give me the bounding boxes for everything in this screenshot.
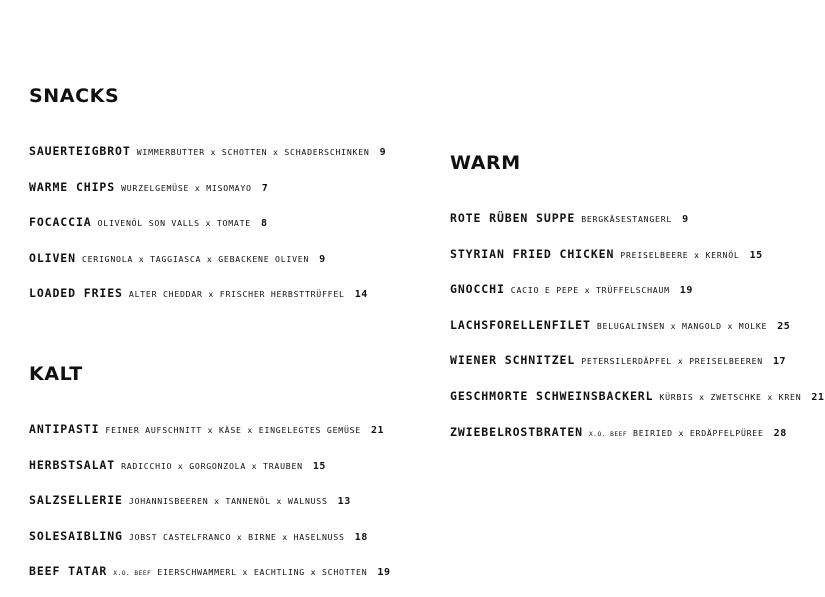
menu-item bbox=[450, 244, 810, 262]
menu-item-price: 25 bbox=[777, 320, 791, 332]
menu-column-left bbox=[29, 85, 429, 597]
menu-item-description: PREISELBEERE x KERNÖL bbox=[620, 249, 740, 260]
menu-item-price: 13 bbox=[337, 496, 351, 508]
menu-item bbox=[450, 208, 810, 226]
menu-item-name: STYRIAN FRIED CHICKEN bbox=[450, 246, 615, 261]
menu-item-price: 9 bbox=[319, 253, 326, 265]
menu-item bbox=[450, 422, 810, 440]
menu-item-price: 8 bbox=[260, 218, 268, 230]
menu-item bbox=[450, 279, 810, 297]
menu-item bbox=[450, 350, 810, 368]
menu-section bbox=[29, 85, 429, 301]
menu-item-name: ANTIPASTI bbox=[29, 421, 100, 436]
menu-item bbox=[29, 141, 429, 159]
menu-item-description: BERGKÄSESTANGERL bbox=[581, 214, 673, 224]
menu-item-description: JOBST CASTELFRANCO x BIRNE x HASELNUSS bbox=[128, 531, 345, 542]
menu-item-price: 19 bbox=[377, 567, 391, 579]
menu-item bbox=[29, 283, 429, 301]
menu-item-price: 14 bbox=[354, 289, 368, 301]
section-title: KALT bbox=[29, 362, 83, 385]
menu-item-description: KÜRBIS x ZWETSCHKE x KREN bbox=[659, 391, 802, 402]
menu-item-price: 21 bbox=[811, 391, 825, 403]
menu-item-price: 28 bbox=[773, 427, 787, 439]
menu-item bbox=[29, 248, 429, 266]
menu-item-description: EIERSCHWAMMERL x EACHTLING x SCHOTTEN bbox=[157, 567, 368, 578]
menu-item-name: GESCHMORTE SCHWEINSBACKERL bbox=[450, 388, 654, 403]
menu-item-price: 9 bbox=[682, 214, 689, 225]
menu-item-description: RADICCHIO x GORGONZOLA x TRAUBEN bbox=[121, 460, 303, 471]
menu-item-name: LOADED FRIES bbox=[29, 286, 123, 301]
menu-item-desc-small: X.O. BEEF bbox=[113, 570, 152, 578]
menu-item-price: 7 bbox=[261, 182, 269, 194]
menu-item bbox=[29, 561, 429, 579]
menu-item-name: LACHSFORELLENFILET bbox=[450, 317, 591, 332]
section-title: SNACKS bbox=[29, 85, 120, 107]
menu-item-description: FEINER AUFSCHNITT x KÄSE x EINGELEGTES GEMÜSE bbox=[105, 424, 361, 435]
menu-item-name: WARME CHIPS bbox=[29, 179, 116, 194]
menu-item-description: WIMMERBUTTER x SCHOTTEN x SCHADERSCHINKEN bbox=[136, 147, 370, 157]
menu-item-price: 9 bbox=[379, 147, 387, 158]
menu-item-name: FOCACCIA bbox=[29, 215, 92, 230]
menu-item bbox=[29, 455, 429, 473]
menu-item-name: ROTE RÜBEN SUPPE bbox=[450, 211, 576, 225]
menu-item-description: BEIRIED x ERDÄPFELPÜREE bbox=[633, 427, 764, 438]
menu-item-description: PETERSILERDÄPFEL x PREISELBEEREN bbox=[581, 356, 763, 367]
menu-item-description: CERIGNOLA x TAGGIASCA x GEBACKENE OLIVEN bbox=[81, 253, 310, 264]
menu-item-description: BELUGALINSEN x MANGOLD x MOLKE bbox=[596, 320, 768, 331]
menu-item bbox=[450, 386, 825, 404]
menu-item-description: WURZELGEMÜSE x MISOMAYO bbox=[121, 182, 252, 193]
menu-item-name: SOLESAIBLING bbox=[29, 528, 123, 543]
section-title: WARM bbox=[450, 152, 521, 174]
menu-item-desc-small: X.O. BEEF bbox=[589, 430, 628, 438]
menu-item-price: 18 bbox=[354, 531, 368, 543]
menu-section bbox=[29, 363, 429, 579]
menu-item bbox=[29, 526, 429, 544]
menu-item-name: SAUERTEIGBROT bbox=[29, 144, 131, 158]
menu-item bbox=[29, 419, 429, 437]
menu-item bbox=[450, 315, 810, 333]
menu-item bbox=[29, 490, 429, 508]
menu-item-name: ZWIEBELROSTBRATEN bbox=[450, 424, 584, 439]
menu-item-price: 21 bbox=[371, 424, 385, 436]
menu-item-name: OLIVEN bbox=[29, 250, 76, 265]
menu-item-price: 19 bbox=[679, 285, 693, 297]
menu-item-name: WIENER SCHNITZEL bbox=[450, 353, 576, 368]
menu-item-price: 15 bbox=[749, 249, 763, 261]
menu-item bbox=[29, 177, 429, 195]
menu-item-description: OLIVENÖL SON VALLS x TOMATE bbox=[97, 218, 251, 229]
menu-column-right bbox=[450, 152, 825, 457]
menu-item-price: 15 bbox=[312, 460, 326, 472]
menu-item-name: BEEF TATAR bbox=[29, 564, 108, 579]
menu-item-name: SALZSELLERIE bbox=[29, 493, 123, 508]
menu-item-price: 17 bbox=[772, 356, 786, 368]
menu-item-description: JOHANNISBEEREN x TANNENÖL x WALNUSS bbox=[128, 496, 328, 507]
menu-section bbox=[450, 152, 825, 439]
menu-item bbox=[29, 212, 429, 230]
menu-item-name: HERBSTSALAT bbox=[29, 457, 116, 472]
menu-item-description: CACIO E PEPE x TRÜFFELSCHAUM bbox=[510, 285, 670, 296]
menu-item-name: GNOCCHI bbox=[450, 282, 505, 297]
menu-item-description: ALTER CHEDDAR x FRISCHER HERBSTTRÜFFEL bbox=[128, 289, 345, 300]
